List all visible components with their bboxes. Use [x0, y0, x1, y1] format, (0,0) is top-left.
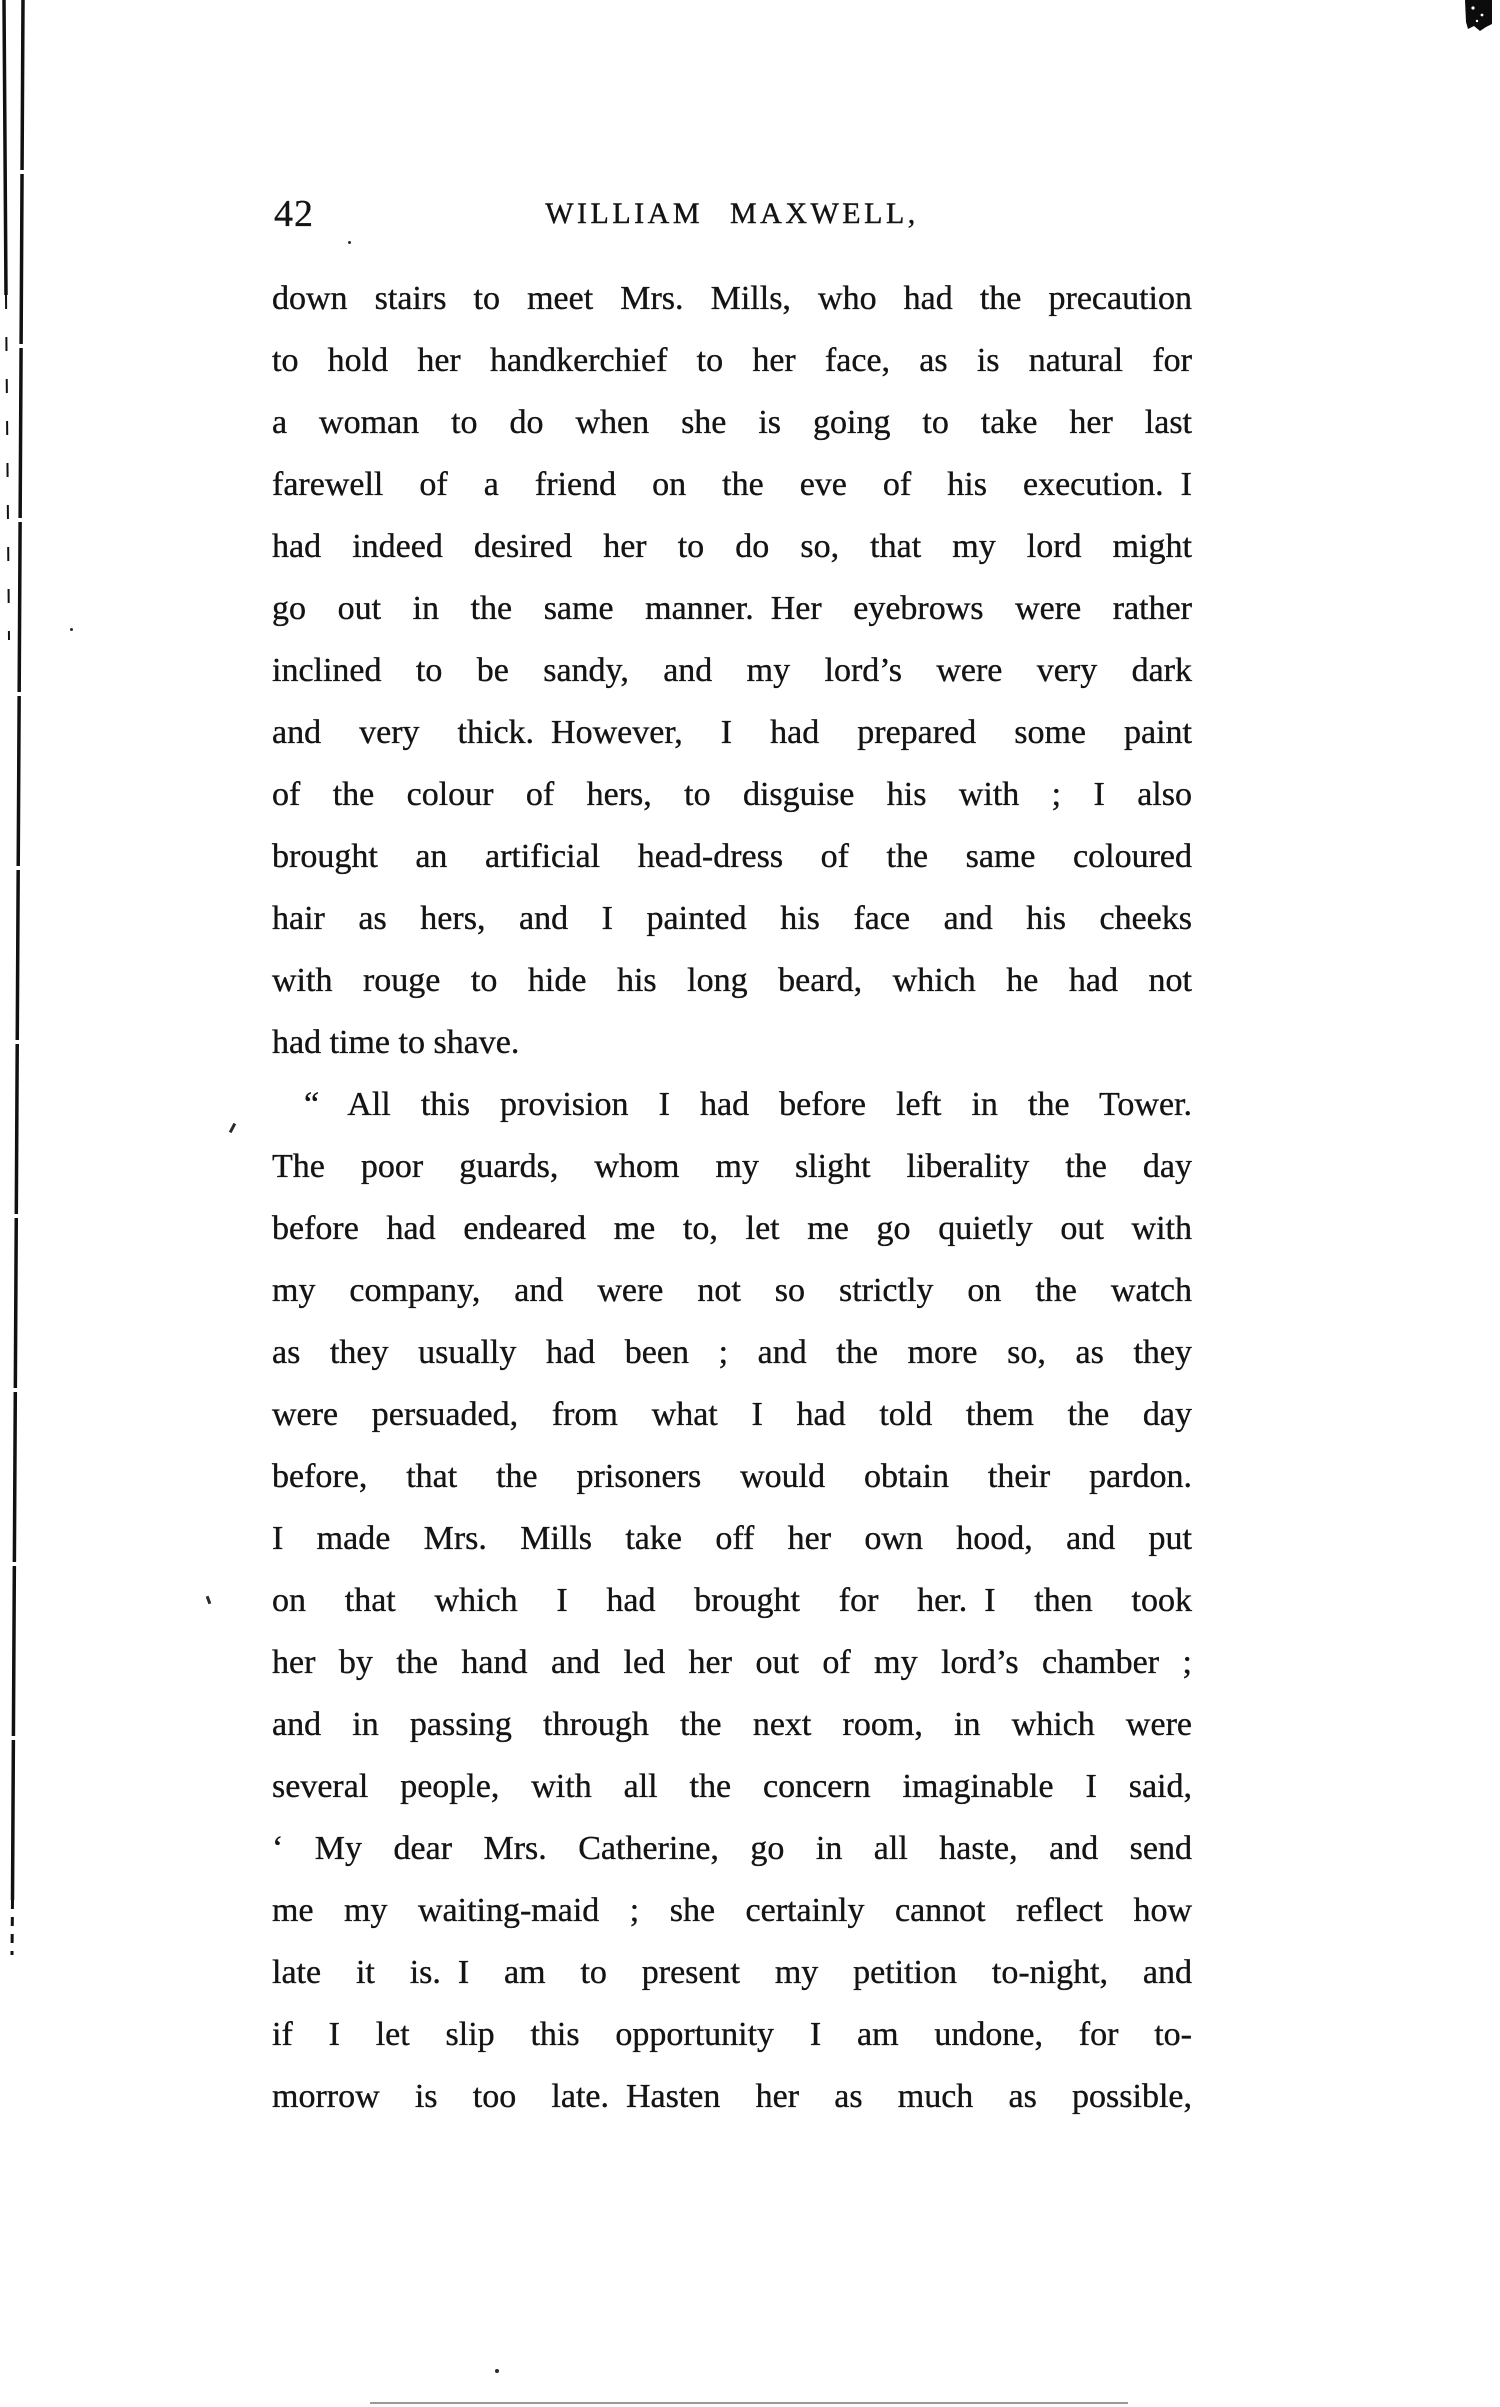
text-line: before had endeared me to, let me go quietly out with [272, 1210, 1192, 1247]
text-line: “ All this provision I had before left in the Tower. [304, 1086, 1192, 1123]
running-title: WILLIAM MAXWELL, [545, 197, 919, 230]
text-line: a woman to do when she is going to take her last [272, 404, 1192, 441]
text-line: I made Mrs. Mills take off her own hood, and put [272, 1520, 1192, 1557]
text-line: to hold her handkerchief to her face, as is natural for [272, 342, 1192, 379]
text-line: as they usually had been ; and the more so, as they [272, 1334, 1192, 1371]
text-line: down stairs to meet Mrs. Mills, who had the precaution [272, 280, 1192, 317]
page-header-row [272, 192, 1192, 242]
text-line: late it is. I am to present my petition to-night, and [272, 1954, 1192, 1991]
text-line: my company, and were not so strictly on the watch [272, 1272, 1192, 1309]
text-line: had indeed desired her to do so, that my lord might [272, 528, 1192, 565]
text-line: her by the hand and led her out of my lord’s chamber ; [272, 1644, 1192, 1681]
bottom-scan-rule [370, 2402, 1128, 2404]
text-line: hair as hers, and I painted his face and his cheeks [272, 900, 1192, 937]
speck [70, 628, 73, 631]
text-line: farewell of a friend on the eve of his execution. I [272, 466, 1192, 503]
text-line: The poor guards, whom my slight liberality the day [272, 1148, 1192, 1185]
text-line: several people, with all the concern imaginable I said, [272, 1768, 1192, 1805]
speck [206, 1596, 212, 1605]
text-line: brought an artificial head-dress of the same coloured [272, 838, 1192, 875]
speck [348, 241, 351, 244]
text-line: morrow is too late. Hasten her as much as possible, [272, 2078, 1192, 2115]
text-line: inclined to be sandy, and my lord’s were very dark [272, 652, 1192, 689]
ink-blotch [1464, 0, 1492, 32]
speck [495, 2369, 499, 2373]
body-text [272, 268, 1192, 2128]
page-number: 42 [274, 193, 314, 235]
text-line: with rouge to hide his long beard, which he had not [272, 962, 1192, 999]
speck [229, 1123, 236, 1133]
text-line: ‘ My dear Mrs. Catherine, go in all haste, and send [272, 1830, 1192, 1867]
text-line: if I let slip this opportunity I am undone, for to- [272, 2016, 1192, 2053]
page-edge-lines [0, 0, 40, 2407]
text-line: me my waiting-maid ; she certainly cannot reflect how [272, 1892, 1192, 1929]
text-line: were persuaded, from what I had told them the day [272, 1396, 1192, 1433]
text-line: and in passing through the next room, in which were [272, 1706, 1192, 1743]
text-line: had time to shave. [272, 1024, 520, 1061]
text-line: on that which I had brought for her. I then took [272, 1582, 1192, 1619]
text-line: and very thick. However, I had prepared some paint [272, 714, 1192, 751]
text-line: before, that the prisoners would obtain their pardon. [272, 1458, 1192, 1495]
text-line: go out in the same manner. Her eyebrows were rather [272, 590, 1192, 627]
text-line: of the colour of hers, to disguise his with ; I also [272, 776, 1192, 813]
